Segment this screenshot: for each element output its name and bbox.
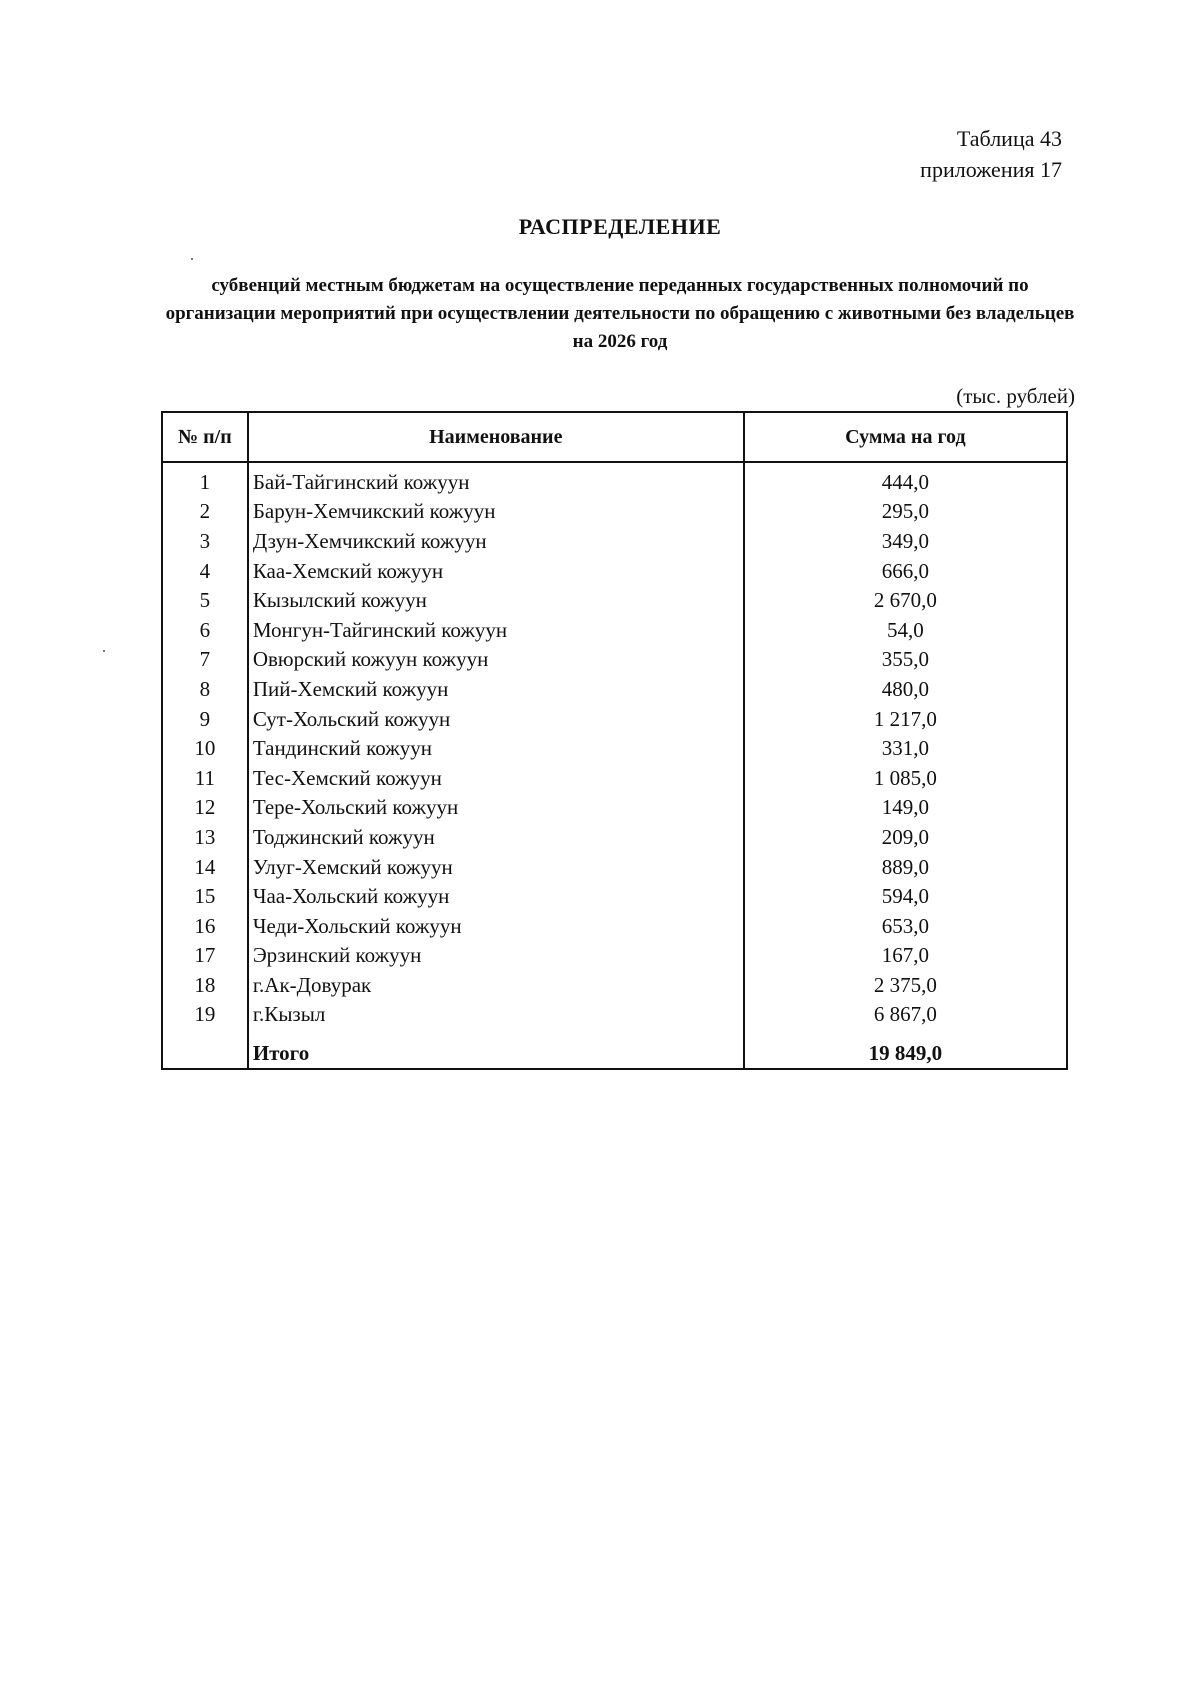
total-sum: 19 849,0 — [744, 1029, 1067, 1069]
table-row — [162, 822, 1067, 852]
table-row — [162, 645, 1067, 675]
row-name: Чаа-Хольский кожуун — [248, 881, 744, 911]
row-name: Пий-Хемский кожуун — [248, 674, 744, 704]
row-number: 10 — [162, 733, 248, 763]
table-row — [162, 881, 1067, 911]
row-number: 14 — [162, 852, 248, 882]
table-reference — [920, 123, 1062, 185]
total-row — [162, 1029, 1067, 1069]
table-row — [162, 852, 1067, 882]
row-sum: 653,0 — [744, 911, 1067, 941]
row-sum: 149,0 — [744, 793, 1067, 823]
row-name: Эрзинский кожуун — [248, 941, 744, 971]
row-number: 15 — [162, 881, 248, 911]
table-row — [162, 941, 1067, 971]
table-row — [162, 615, 1067, 645]
row-sum: 54,0 — [744, 615, 1067, 645]
row-name: г.Ак-Довурак — [248, 970, 744, 1000]
appendix-number: приложения 17 — [920, 157, 1062, 182]
table-row — [162, 763, 1067, 793]
row-sum: 444,0 — [744, 462, 1067, 497]
header-number: № п/п — [162, 412, 248, 462]
row-sum: 666,0 — [744, 556, 1067, 586]
table-row — [162, 704, 1067, 734]
row-number: 13 — [162, 822, 248, 852]
row-name: Тоджинский кожуун — [248, 822, 744, 852]
row-name: Овюрский кожуун кожуун — [248, 645, 744, 675]
row-number: 4 — [162, 556, 248, 586]
row-number: 11 — [162, 763, 248, 793]
row-number: 16 — [162, 911, 248, 941]
row-sum: 355,0 — [744, 645, 1067, 675]
row-number: 9 — [162, 704, 248, 734]
row-number: 6 — [162, 615, 248, 645]
table-row — [162, 462, 1067, 497]
header-sum: Сумма на год — [744, 412, 1067, 462]
row-sum: 594,0 — [744, 881, 1067, 911]
row-name: Тере-Хольский кожуун — [248, 793, 744, 823]
row-name: г.Кызыл — [248, 1000, 744, 1030]
row-number: 19 — [162, 1000, 248, 1030]
table-number: Таблица 43 — [956, 126, 1062, 151]
table-row — [162, 674, 1067, 704]
row-sum: 295,0 — [744, 497, 1067, 527]
row-number: 17 — [162, 941, 248, 971]
row-sum: 331,0 — [744, 733, 1067, 763]
row-number: 3 — [162, 526, 248, 556]
table-body — [162, 462, 1067, 1069]
total-number-cell — [162, 1029, 248, 1069]
distribution-table — [161, 411, 1068, 1070]
row-name: Дзун-Хемчикский кожуун — [248, 526, 744, 556]
row-number: 12 — [162, 793, 248, 823]
units-label: (тыс. рублей) — [956, 384, 1075, 408]
table-row — [162, 793, 1067, 823]
header-name: Наименование — [248, 412, 744, 462]
total-label: Итого — [248, 1029, 744, 1069]
row-name: Барун-Хемчикский кожуун — [248, 497, 744, 527]
table-row — [162, 556, 1067, 586]
table-row — [162, 526, 1067, 556]
table-row — [162, 733, 1067, 763]
row-number: 18 — [162, 970, 248, 1000]
row-sum: 6 867,0 — [744, 1000, 1067, 1030]
row-number: 2 — [162, 497, 248, 527]
row-name: Каа-Хемский кожуун — [248, 556, 744, 586]
table-header-row — [162, 412, 1067, 462]
row-sum: 480,0 — [744, 674, 1067, 704]
row-name: Кызылский кожуун — [248, 585, 744, 615]
row-sum: 889,0 — [744, 852, 1067, 882]
row-name: Улуг-Хемский кожуун — [248, 852, 744, 882]
table-row — [162, 970, 1067, 1000]
row-sum: 209,0 — [744, 822, 1067, 852]
row-name: Бай-Тайгинский кожуун — [248, 462, 744, 497]
row-name: Тес-Хемский кожуун — [248, 763, 744, 793]
row-number: 8 — [162, 674, 248, 704]
row-sum: 349,0 — [744, 526, 1067, 556]
document-subtitle: субвенций местным бюджетам на осуществление переданных государственных полномочий по организации мероприятий при осуществлении деятельности по обращению с животными без владельцев на 2026 год — [165, 275, 1075, 352]
table-row — [162, 497, 1067, 527]
row-sum: 2 375,0 — [744, 970, 1067, 1000]
document-title: РАСПРЕДЕЛЕНИЕ — [518, 214, 722, 239]
table-row — [162, 1000, 1067, 1030]
scan-speck — [103, 650, 105, 652]
table-row — [162, 585, 1067, 615]
row-name: Сут-Хольский кожуун — [248, 704, 744, 734]
row-number: 5 — [162, 585, 248, 615]
table-row — [162, 911, 1067, 941]
row-name: Чеди-Хольский кожуун — [248, 911, 744, 941]
scan-speck — [191, 258, 193, 260]
row-sum: 167,0 — [744, 941, 1067, 971]
row-number: 1 — [162, 462, 248, 497]
row-number: 7 — [162, 645, 248, 675]
row-sum: 2 670,0 — [744, 585, 1067, 615]
row-name: Монгун-Тайгинский кожуун — [248, 615, 744, 645]
row-sum: 1 085,0 — [744, 763, 1067, 793]
row-name: Тандинский кожуун — [248, 733, 744, 763]
row-sum: 1 217,0 — [744, 704, 1067, 734]
